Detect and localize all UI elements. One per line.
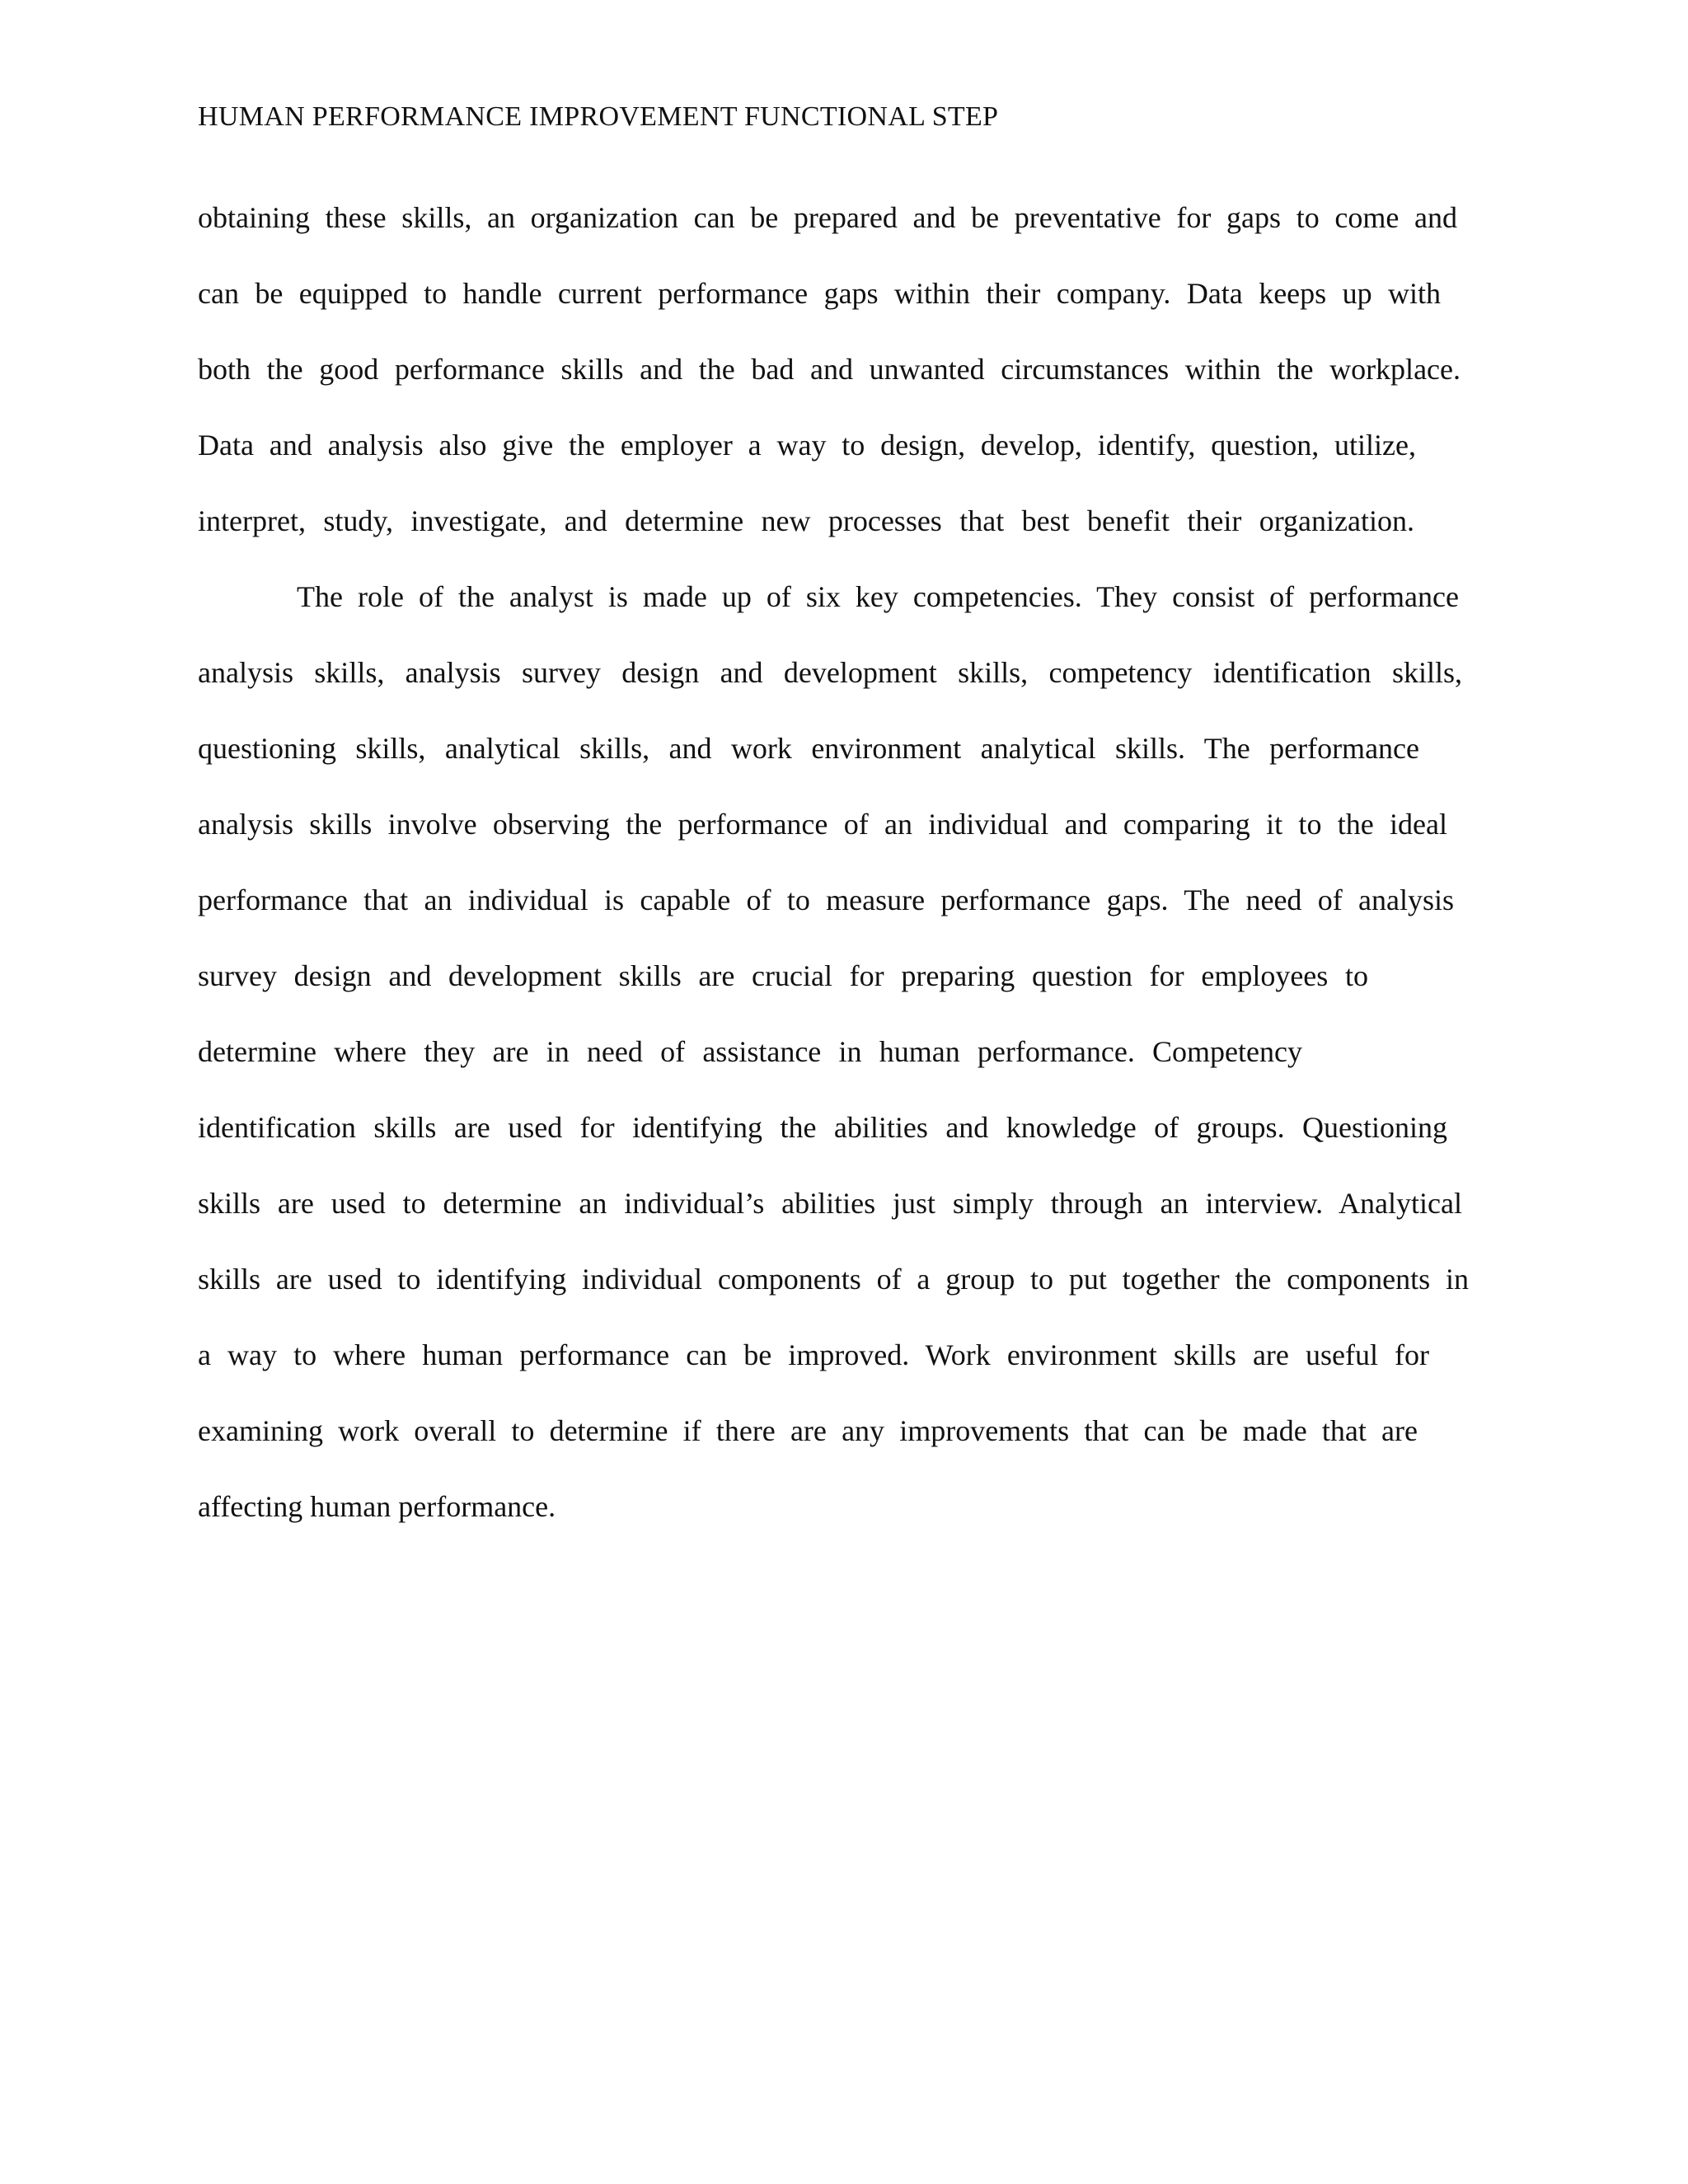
text-line: Data and analysis also give the employer a way to design, develop, identify, question, utilize,: [198, 429, 1416, 462]
text-line: can be equipped to handle current performance gaps within their company. Data keeps up with: [198, 277, 1441, 310]
text-line: obtaining these skills, an organization can be prepared and be preventative for gaps to come and: [198, 201, 1457, 234]
text-line: interpret, study, investigate, and determine new processes that best benefit their organization.: [198, 504, 1414, 537]
running-head: HUMAN PERFORMANCE IMPROVEMENT FUNCTIONAL STEP: [198, 101, 999, 132]
text-line: affecting human performance.: [198, 1490, 556, 1523]
text-line: skills are used to determine an individual’s abilities just simply through an interview. Analytical: [198, 1187, 1462, 1220]
text-line: skills are used to identifying individual components of a group to put together the components in: [198, 1263, 1469, 1296]
text-line: survey design and development skills are crucial for preparing question for employees to: [198, 959, 1368, 992]
text-line: analysis skills involve observing the performance of an individual and comparing it to the ideal: [198, 808, 1447, 841]
text-line: a way to where human performance can be improved. Work environment skills are useful for: [198, 1338, 1429, 1371]
text-line: analysis skills, analysis survey design and development skills, competency identification skills,: [198, 656, 1462, 689]
paragraph-first-line: The role of the analyst is made up of six key competencies. They consist of performance: [297, 580, 1459, 613]
text-line: identification skills are used for identifying the abilities and knowledge of groups. Questioning: [198, 1111, 1447, 1144]
text-line: performance that an individual is capable of to measure performance gaps. The need of analysis: [198, 883, 1454, 916]
text-line: examining work overall to determine if there are any improvements that can be made that are: [198, 1414, 1418, 1447]
text-line: both the good performance skills and the bad and unwanted circumstances within the workplace.: [198, 353, 1461, 386]
text-line: determine where they are in need of assistance in human performance. Competency: [198, 1035, 1302, 1068]
text-line: questioning skills, analytical skills, and work environment analytical skills. The performance: [198, 732, 1419, 765]
